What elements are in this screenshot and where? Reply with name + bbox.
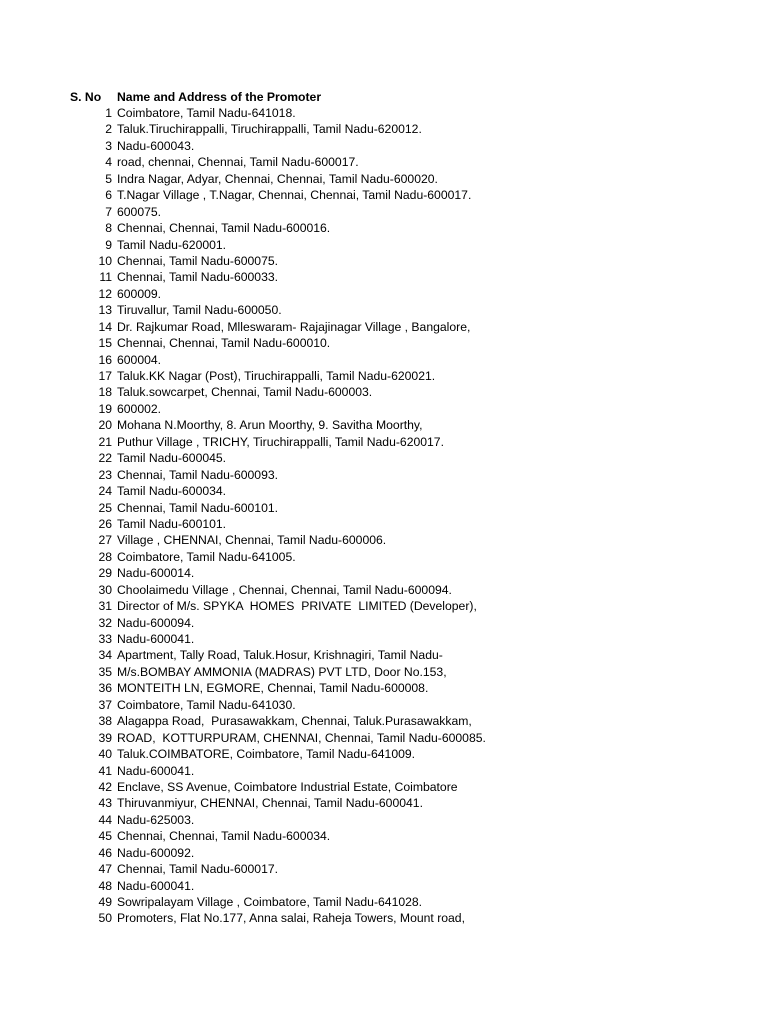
row-number: 17 bbox=[98, 369, 112, 383]
row-address: Village , CHENNAI, Chennai, Tamil Nadu-600006. bbox=[117, 533, 387, 548]
row-address: Nadu-600043. bbox=[117, 138, 195, 153]
table-row bbox=[0, 204, 768, 220]
table-row bbox=[0, 713, 768, 729]
row-address: Nadu-600094. bbox=[117, 615, 195, 630]
row-number: 23 bbox=[98, 467, 112, 482]
table-row bbox=[0, 352, 768, 368]
row-number: 49 bbox=[98, 895, 112, 909]
table-row bbox=[0, 878, 768, 894]
row-address: Nadu-600041. bbox=[117, 632, 195, 646]
table-row bbox=[0, 680, 768, 696]
table-row bbox=[0, 269, 768, 285]
table-row bbox=[0, 697, 768, 713]
table-row bbox=[0, 401, 768, 417]
table-row bbox=[0, 828, 768, 844]
row-number: 15 bbox=[98, 336, 112, 351]
row-number: 36 bbox=[98, 681, 112, 696]
row-address: Taluk.KK Nagar (Post), Tiruchirappalli, Tamil Nadu-620021. bbox=[117, 369, 436, 383]
table-row bbox=[0, 434, 768, 450]
row-address: ROAD, KOTTURPURAM, CHENNAI, Chennai, Tamil Nadu-600085. bbox=[117, 730, 486, 745]
table-row bbox=[0, 138, 768, 154]
row-address: road, chennai, Chennai, Tamil Nadu-600017. bbox=[117, 155, 359, 170]
table-row bbox=[0, 286, 768, 302]
table-row bbox=[0, 105, 768, 121]
table-row bbox=[0, 220, 768, 236]
table-row bbox=[0, 483, 768, 499]
row-address: Apartment, Tally Road, Taluk.Hosur, Krishnagiri, Tamil Nadu- bbox=[117, 648, 443, 663]
row-number: 26 bbox=[98, 516, 112, 531]
table-row bbox=[0, 302, 768, 318]
row-number: 40 bbox=[98, 747, 112, 762]
table-row bbox=[0, 171, 768, 187]
row-address: Chennai, Chennai, Tamil Nadu-600010. bbox=[117, 336, 331, 351]
row-address: 600009. bbox=[117, 286, 162, 301]
row-address: Tamil Nadu-600034. bbox=[117, 484, 227, 499]
table-row bbox=[0, 746, 768, 762]
row-address: Sowripalayam Village , Coimbatore, Tamil Nadu-641028. bbox=[117, 895, 423, 909]
table-row bbox=[0, 598, 768, 614]
row-address: Nadu-600092. bbox=[117, 845, 195, 860]
row-address: Mohana N.Moorthy, 8. Arun Moorthy, 9. Savitha Moorthy, bbox=[117, 418, 423, 433]
row-number: 24 bbox=[98, 484, 112, 499]
row-address: Tamil Nadu-600045. bbox=[117, 451, 227, 466]
row-address: 600075. bbox=[117, 204, 162, 219]
table-row bbox=[0, 335, 768, 351]
table-row bbox=[0, 500, 768, 516]
row-number: 16 bbox=[98, 352, 112, 367]
table-row bbox=[0, 417, 768, 433]
row-address: 600002. bbox=[117, 401, 162, 416]
table-row bbox=[0, 664, 768, 680]
row-number: 10 bbox=[98, 253, 112, 268]
row-number: 2 bbox=[105, 122, 112, 137]
row-number: 25 bbox=[98, 500, 112, 515]
row-address: 600004. bbox=[117, 352, 162, 367]
row-number: 12 bbox=[98, 286, 112, 301]
row-number: 45 bbox=[98, 829, 112, 844]
row-address: Nadu-625003. bbox=[117, 812, 195, 827]
row-address: Indra Nagar, Adyar, Chennai, Chennai, Tamil Nadu-600020. bbox=[117, 171, 438, 186]
table-row bbox=[0, 237, 768, 253]
row-address: Chennai, Tamil Nadu-600033. bbox=[117, 270, 279, 285]
row-address: Chennai, Chennai, Tamil Nadu-600016. bbox=[117, 221, 331, 236]
row-address: Nadu-600041. bbox=[117, 763, 195, 778]
row-number: 7 bbox=[105, 204, 112, 219]
column-header-sno: S. No bbox=[70, 90, 102, 104]
row-address: Chennai, Tamil Nadu-600093. bbox=[117, 467, 279, 482]
row-address: Promoters, Flat No.177, Anna salai, Raheja Towers, Mount road, bbox=[117, 911, 465, 926]
row-number: 5 bbox=[105, 171, 112, 186]
row-number: 6 bbox=[105, 188, 112, 203]
row-number: 20 bbox=[98, 418, 112, 433]
row-number: 29 bbox=[98, 566, 112, 581]
row-address: Taluk.Tiruchirappalli, Tiruchirappalli, Tamil Nadu-620012. bbox=[117, 122, 422, 137]
row-address: Choolaimedu Village , Chennai, Chennai, Tamil Nadu-600094. bbox=[117, 582, 452, 597]
row-number: 21 bbox=[98, 434, 112, 449]
row-address: Chennai, Chennai, Tamil Nadu-600034. bbox=[117, 829, 331, 844]
table-row bbox=[0, 154, 768, 170]
table-row bbox=[0, 647, 768, 663]
table-row bbox=[0, 631, 768, 647]
table-row bbox=[0, 516, 768, 532]
table-row bbox=[0, 319, 768, 335]
row-number: 28 bbox=[98, 549, 112, 564]
row-address: MONTEITH LN, EGMORE, Chennai, Tamil Nadu-600008. bbox=[117, 681, 429, 696]
table-row bbox=[0, 861, 768, 877]
row-number: 35 bbox=[98, 664, 112, 679]
row-number: 4 bbox=[105, 155, 112, 170]
table-row bbox=[0, 795, 768, 811]
table-row bbox=[0, 615, 768, 631]
row-number: 46 bbox=[98, 845, 112, 860]
row-number: 1 bbox=[105, 106, 112, 120]
row-number: 30 bbox=[98, 582, 112, 597]
row-number: 13 bbox=[98, 303, 112, 318]
row-number: 11 bbox=[99, 270, 112, 285]
row-number: 8 bbox=[105, 221, 112, 236]
row-address: Chennai, Tamil Nadu-600017. bbox=[117, 862, 279, 877]
row-address: Tiruvallur, Tamil Nadu-600050. bbox=[117, 303, 282, 318]
table-row bbox=[0, 532, 768, 548]
row-address: Thiruvanmiyur, CHENNAI, Chennai, Tamil Nadu-600041. bbox=[117, 796, 423, 811]
table-row bbox=[0, 779, 768, 795]
row-address: Chennai, Tamil Nadu-600101. bbox=[117, 500, 279, 515]
row-address: Taluk.COIMBATORE, Coimbatore, Tamil Nadu-641009. bbox=[117, 747, 416, 762]
row-address: Coimbatore, Tamil Nadu-641005. bbox=[117, 549, 296, 564]
row-number: 33 bbox=[98, 632, 112, 646]
row-number: 19 bbox=[98, 401, 112, 416]
row-number: 39 bbox=[98, 730, 112, 745]
table-row bbox=[0, 894, 768, 910]
row-number: 18 bbox=[98, 385, 112, 400]
table-row bbox=[0, 384, 768, 400]
table-row bbox=[0, 253, 768, 269]
row-address: Nadu-600014. bbox=[117, 566, 195, 581]
table-row bbox=[0, 763, 768, 779]
row-number: 34 bbox=[98, 648, 112, 663]
row-address: Director of M/s. SPYKA HOMES PRIVATE LIMITED (Developer), bbox=[117, 599, 477, 614]
row-number: 47 bbox=[98, 862, 112, 877]
row-address: Alagappa Road, Purasawakkam, Chennai, Taluk.Purasawakkam, bbox=[117, 714, 472, 729]
row-number: 43 bbox=[98, 796, 112, 811]
row-address: Coimbatore, Tamil Nadu-641030. bbox=[117, 697, 296, 712]
table-row bbox=[0, 121, 768, 137]
row-address: Taluk.sowcarpet, Chennai, Tamil Nadu-600003. bbox=[117, 385, 373, 400]
table-row bbox=[0, 565, 768, 581]
row-number: 41 bbox=[98, 763, 112, 778]
row-address: Tamil Nadu-600101. bbox=[117, 516, 227, 531]
row-number: 42 bbox=[98, 779, 112, 794]
row-address: Enclave, SS Avenue, Coimbatore Industrial Estate, Coimbatore bbox=[117, 779, 458, 794]
row-number: 48 bbox=[98, 878, 112, 893]
row-number: 27 bbox=[98, 533, 112, 548]
table-row bbox=[0, 582, 768, 598]
row-address: Puthur Village , TRICHY, Tiruchirappalli, Tamil Nadu-620017. bbox=[117, 434, 444, 449]
table-row bbox=[0, 845, 768, 861]
column-header-name-address: Name and Address of the Promoter bbox=[117, 90, 322, 104]
row-address: Coimbatore, Tamil Nadu-641018. bbox=[117, 106, 296, 120]
row-address: Nadu-600041. bbox=[117, 878, 195, 893]
table-row bbox=[0, 368, 768, 384]
row-address: Chennai, Tamil Nadu-600075. bbox=[117, 253, 279, 268]
row-number: 22 bbox=[98, 451, 112, 466]
row-number: 9 bbox=[105, 237, 112, 252]
row-number: 3 bbox=[105, 138, 112, 153]
table-row bbox=[0, 467, 768, 483]
promoter-list bbox=[0, 105, 768, 927]
table-row bbox=[0, 187, 768, 203]
row-number: 50 bbox=[98, 911, 112, 926]
row-number: 38 bbox=[98, 714, 112, 729]
row-number: 44 bbox=[98, 812, 112, 827]
table-row bbox=[0, 812, 768, 828]
row-number: 14 bbox=[98, 319, 112, 334]
row-number: 37 bbox=[98, 697, 112, 712]
row-address: T.Nagar Village , T.Nagar, Chennai, Chennai, Tamil Nadu-600017. bbox=[117, 188, 472, 203]
table-row bbox=[0, 549, 768, 565]
table-row bbox=[0, 910, 768, 926]
row-address: M/s.BOMBAY AMMONIA (MADRAS) PVT LTD, Door No.153, bbox=[117, 664, 447, 679]
table-row bbox=[0, 450, 768, 466]
row-address: Dr. Rajkumar Road, Mlleswaram- Rajajinagar Village , Bangalore, bbox=[117, 319, 471, 334]
table-row bbox=[0, 730, 768, 746]
row-number: 31 bbox=[98, 599, 112, 614]
row-address: Tamil Nadu-620001. bbox=[117, 237, 227, 252]
row-number: 32 bbox=[98, 615, 112, 630]
